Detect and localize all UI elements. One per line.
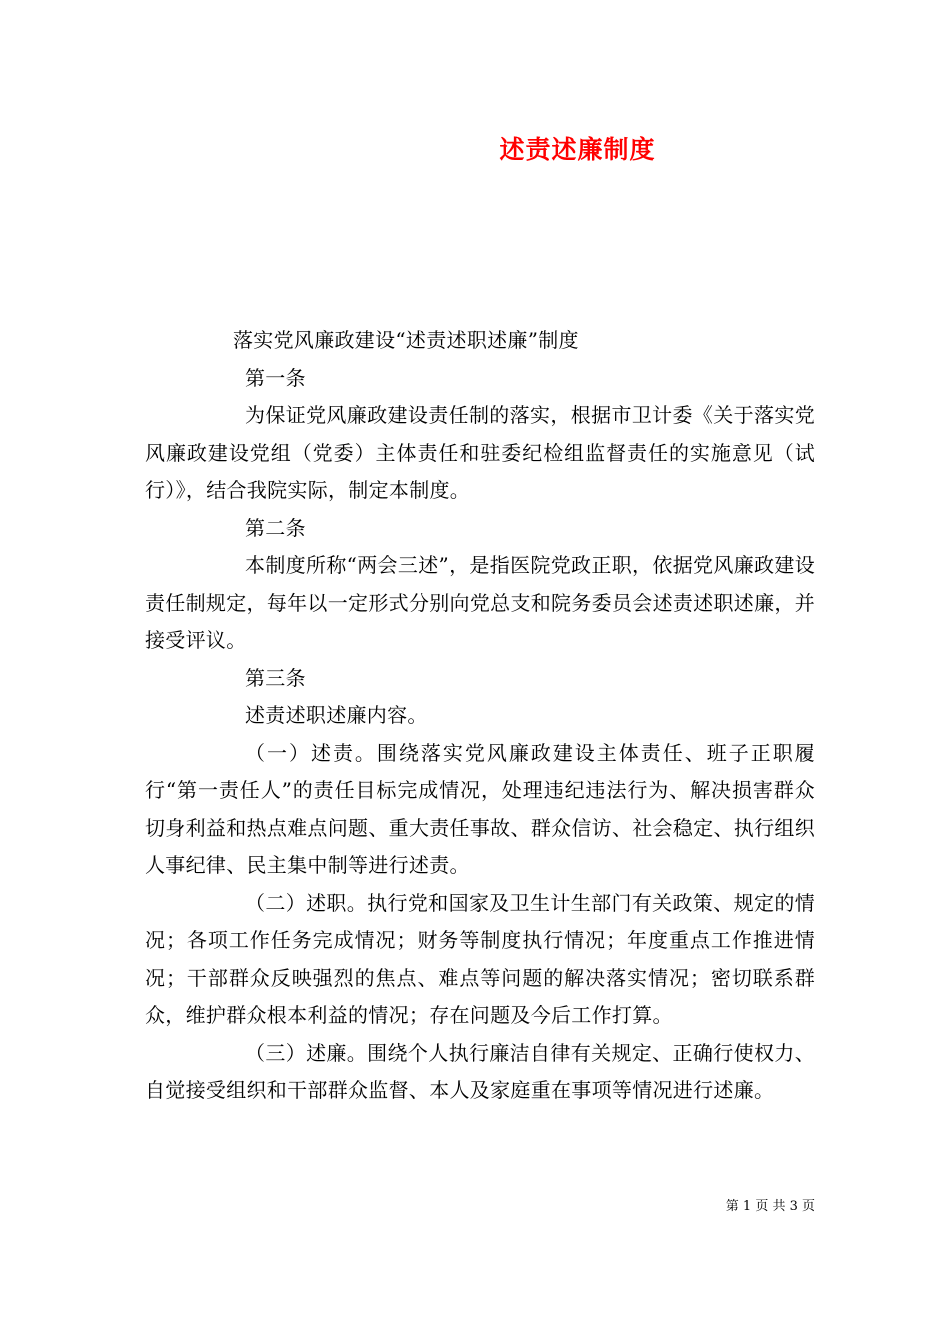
page-title: 述责述廉制度 [499,135,656,164]
page-number: 第 1 页 共 3 页 [725,1199,815,1214]
article-1-heading: 第一条 [245,365,306,390]
article-2-text: 本制度所称“两会三述”，是指医院党政正职，依据党风廉政建设责任制规定，每年以一定形式分别向党总支和院务委员会述责述职述廉，并接受评议。 [145,553,815,652]
article-3-heading: 第三条 [245,665,306,690]
document-body [145,322,815,1110]
article-1-text: 为保证党风廉政建设责任制的落实，根据市卫计委《关于落实党风廉政建设党组（党委）主体责任和驻委纪检组监督责任的实施意见（试行）》，结合我院实际，制定本制度。 [145,403,815,502]
document-subtitle: 落实党风廉政建设“述责述职述廉”制度 [233,328,579,352]
article-3-text: 述责述职述廉内容。 [245,703,428,727]
item-2-text: （二）述职。执行党和国家及卫生计生部门有关政策、规定的情况；各项工作任务完成情况；财务等制度执行情况；年度重点工作推进情况；干部群众反映强烈的焦点、难点等问题的解决落实情况；密切联系群众，维护群众根本利益的情况；存在问题及今后工作打算。 [145,890,815,1027]
article-2-heading: 第二条 [245,515,306,540]
item-1-text: （一）述责。围绕落实党风廉政建设主体责任、班子正职履行“第一责任人”的责任目标完成情况，处理违纪违法行为、解决损害群众切身利益和热点难点问题、重大责任事故、群众信访、社会稳定、执行组织人事纪律、民主集中制等进行述责。 [145,740,815,877]
item-3-text: （三）述廉。围绕个人执行廉洁自律有关规定、正确行使权力、自觉接受组织和干部群众监督、本人及家庭重在事项等情况进行述廉。 [145,1040,815,1102]
